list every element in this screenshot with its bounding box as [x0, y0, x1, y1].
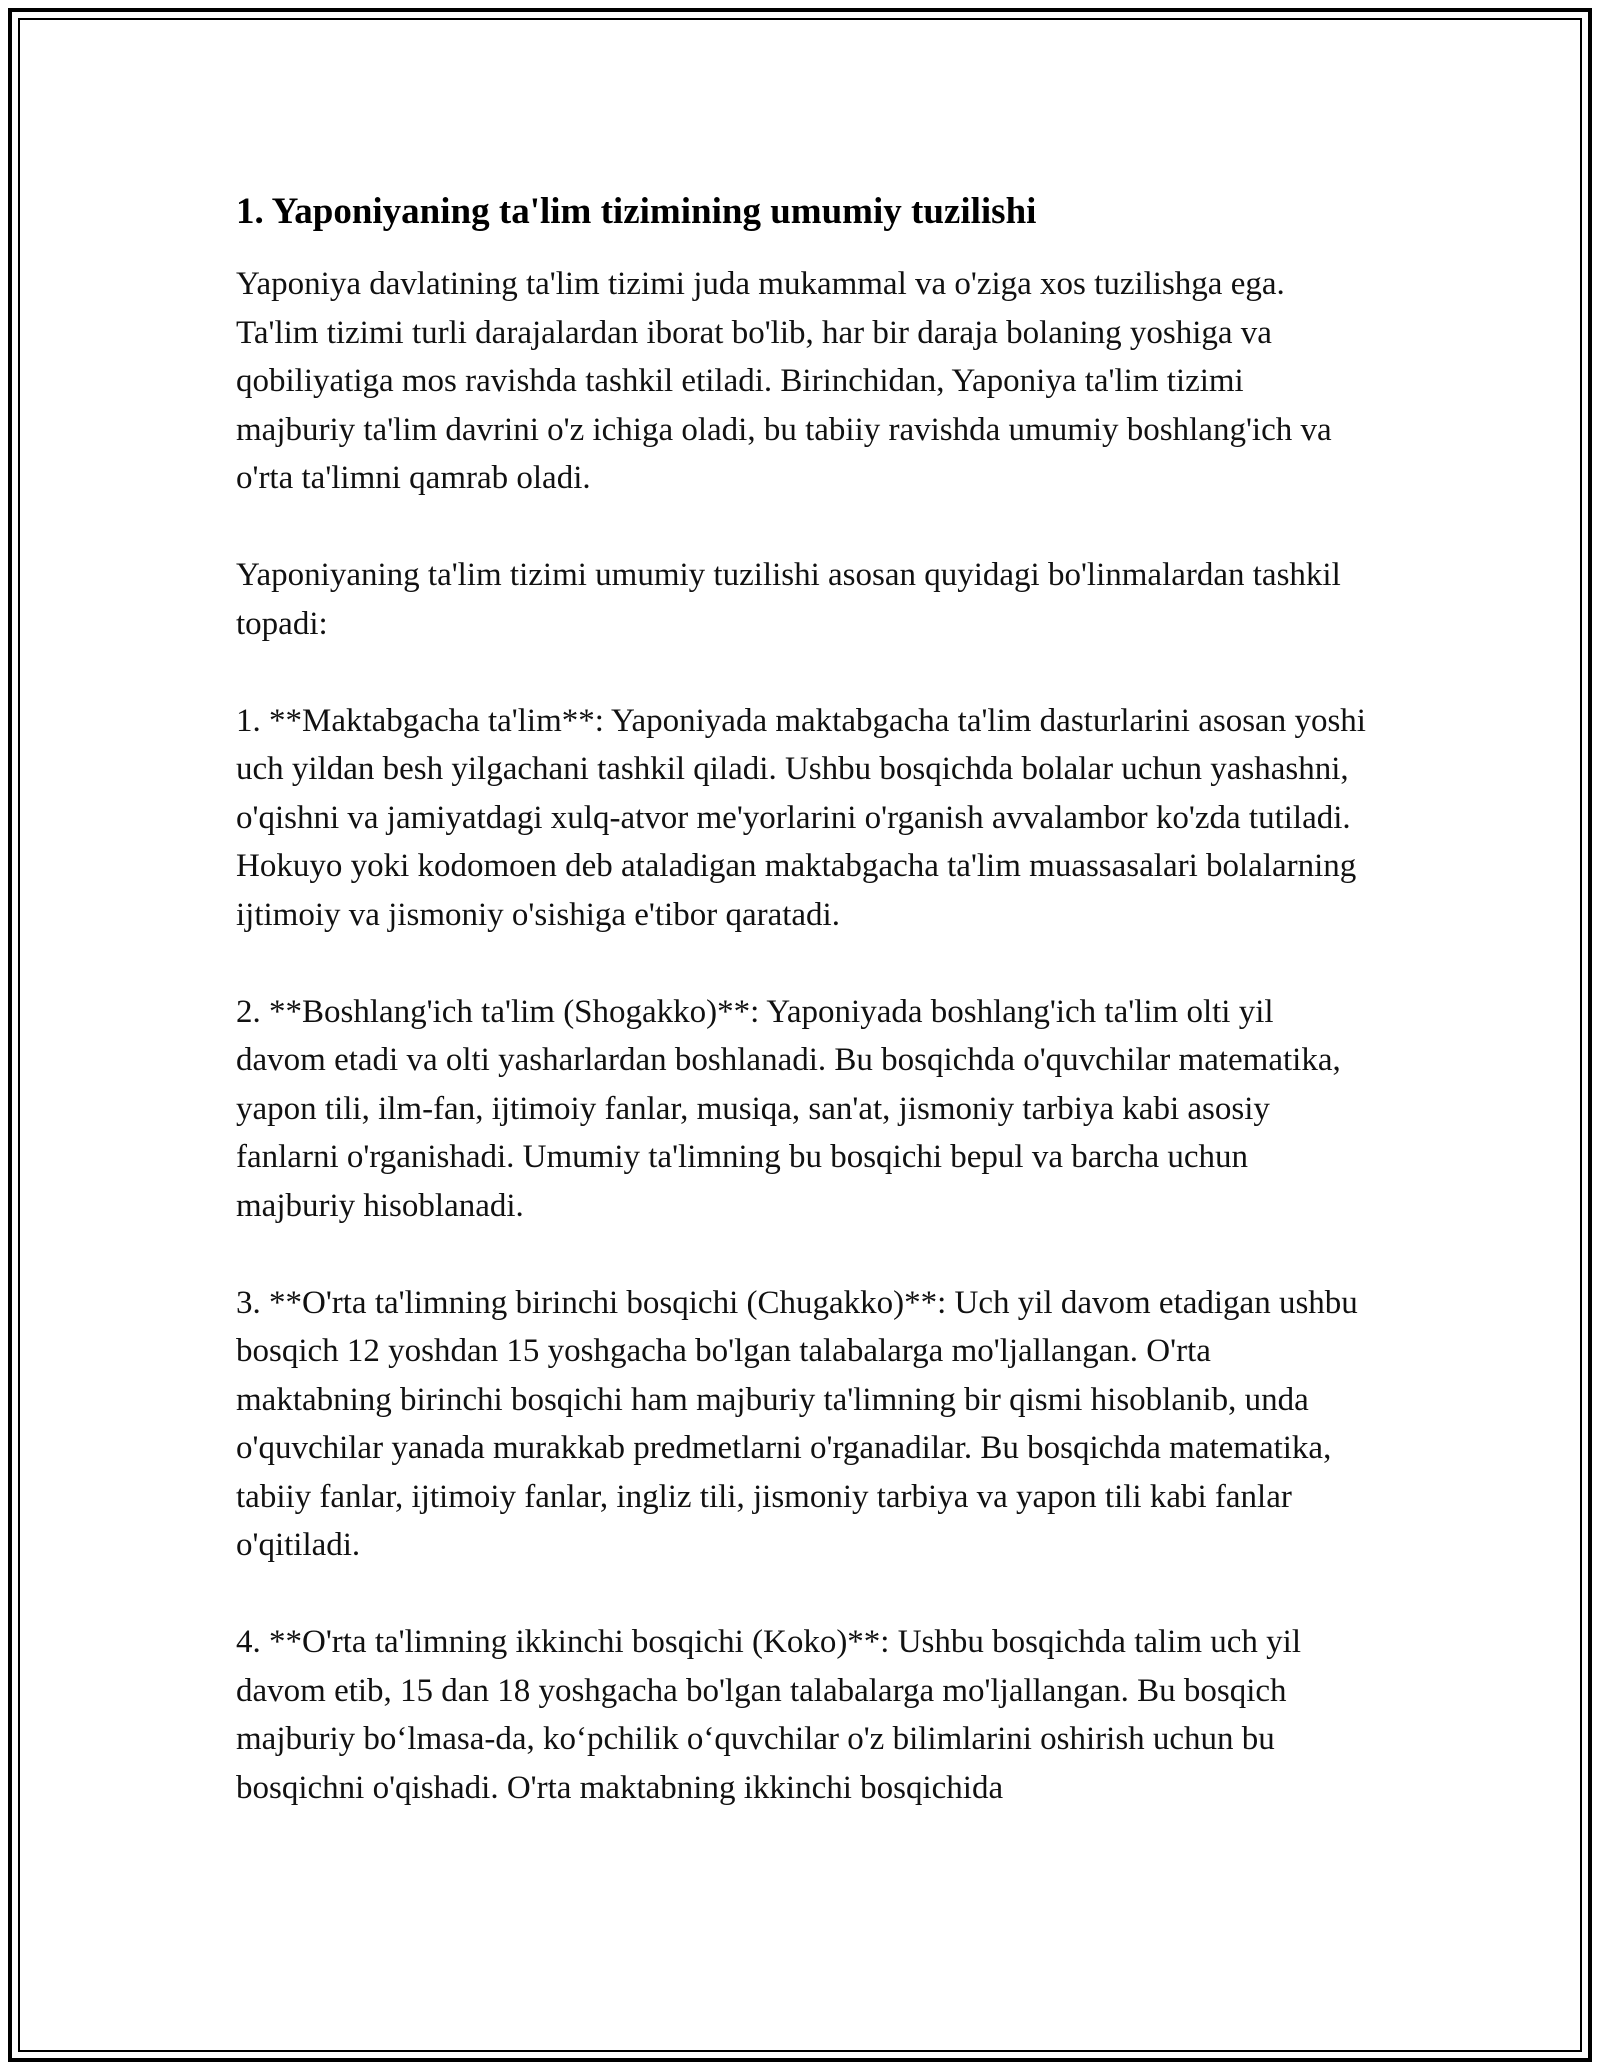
paragraph-intro: Yaponiya davlatining ta'lim tizimi juda mukammal va o'ziga xos tuzilishga ega. Ta'lim tizimi turli darajalardan iborat bo'lib, har bir daraja bolaning yoshiga va qobiliyatiga mos ravishda tashkil etiladi. Birinchidan, Yaponiya ta'lim tizimi majburiy ta'lim davrini o'z ichiga oladi, bu tabiiy ravishda umumiy boshlang'ich va o'rta ta'limni qamrab oladi.: [236, 266, 1332, 496]
list-item-primary: 2. **Boshlang'ich ta'lim (Shogakko)**: Yaponiyada boshlang'ich ta'lim olti yil davom etadi va olti yasharlardan boshlanadi. Bu bosqichda o'quvchilar matematika, yapon tili, ilm-fan, ijtimoiy fanlar, musiqa, san'at, jismoniy tarbiya kabi asosiy fanlarni o'rganishadi. Umumiy ta'limning bu bosqichi bepul va barcha uchun majburiy hisoblanadi.: [236, 993, 1341, 1224]
section-heading: 1. Yaponiyaning ta'lim tizimining umumiy tuzilishi: [236, 191, 1037, 232]
document-body: [236, 188, 1366, 1861]
list-item-upper-secondary: 4. **O'rta ta'limning ikkinchi bosqichi (Koko)**: Ushbu bosqichda talim uch yil davom etib, 15 dan 18 yoshgacha bo'lgan talabalarga mo'ljallangan. Bu bosqich majburiy boʻlmasa-da, koʻpchilik oʻquvchilar o'z bilimlarini oshirish uchun bu bosqichni o'qishadi. O'rta maktabning ikkinchi bosqichida: [236, 1624, 1302, 1806]
paragraph-structure-lead: Yaponiyaning ta'lim tizimi umumiy tuzilishi asosan quyidagi bo'linmalardan tashkil topadi:: [236, 557, 1341, 642]
list-item-lower-secondary: 3. **O'rta ta'limning birinchi bosqichi (Chugakko)**: Uch yil davom etadigan ushbu bosqich 12 yoshdan 15 yoshgacha bo'lgan talabalarga mo'ljallangan. O'rta maktabning birinchi bosqichi ham majburiy ta'limning bir qismi hisoblanib, unda o'quvchilar yanada murakkab predmetlarni o'rganadilar. Bu bosqichda matematika, tabiiy fanlar, ijtimoiy fanlar, ingliz tili, jismoniy tarbiya va yapon tili kabi fanlar o'qitiladi.: [236, 1284, 1358, 1563]
list-item-preschool: 1. **Maktabgacha ta'lim**: Yaponiyada maktabgacha ta'lim dasturlarini asosan yoshi uch yildan besh yilgachani tashkil qiladi. Ushbu bosqichda bolalar uchun yashashni, o'qishni va jamiyatdagi xulq-atvor me'yorlarini o'rganish avvalambor ko'zda tutiladi. Hokuyo yoki kodomoen deb ataladigan maktabgacha ta'lim muassasalari bolalarning ijtimoiy va jismoniy o'sishiga e'tibor qaratadi.: [236, 702, 1366, 933]
